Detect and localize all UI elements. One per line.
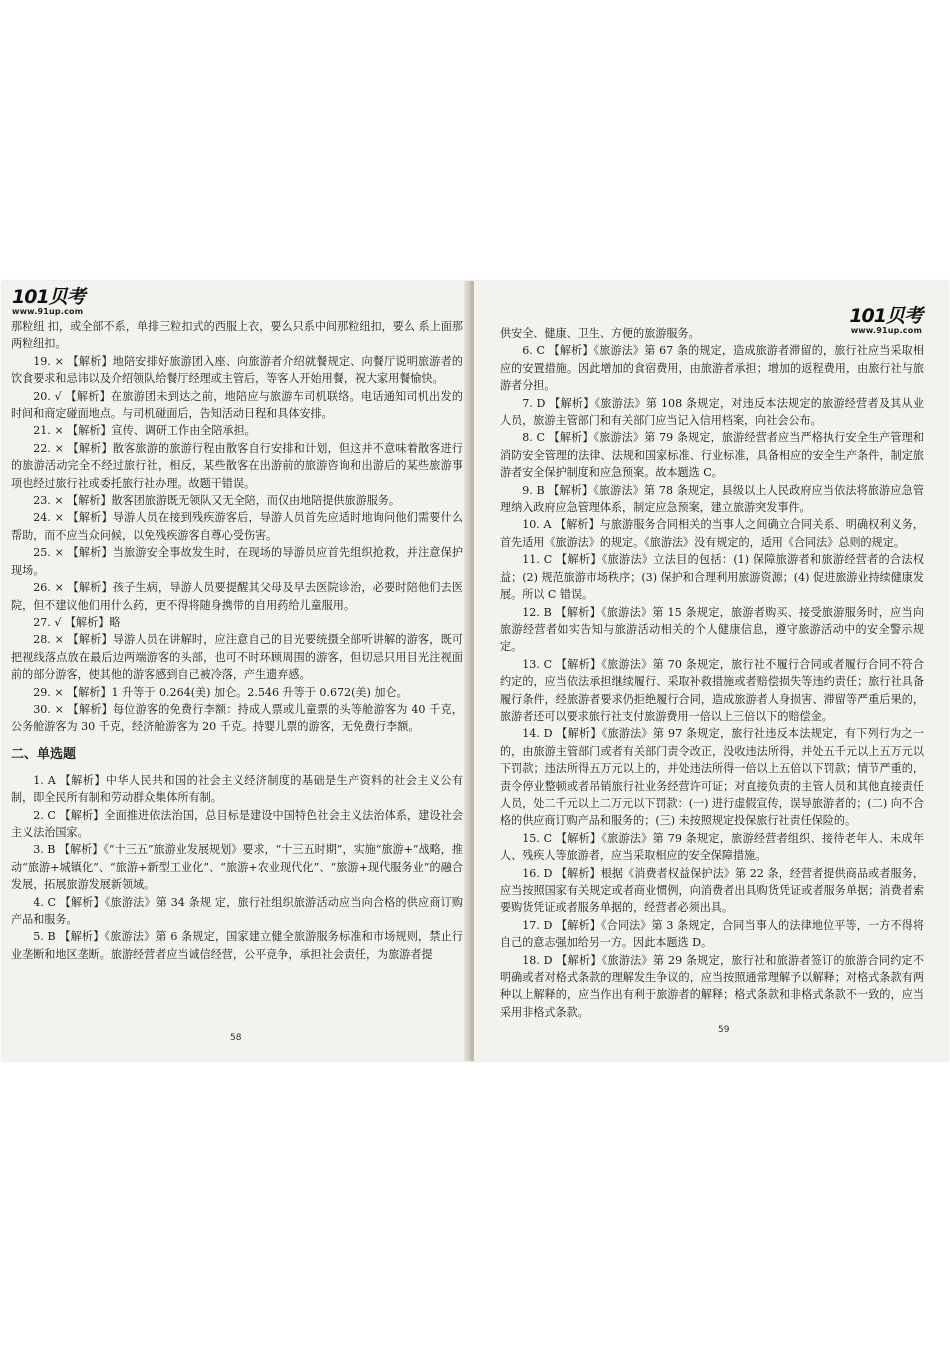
answer-paragraph: 8. C 【解析】《旅游法》第 79 条规定，旅游经营者应当严格执行安全生产管理和消防安全管理的法律、法规和国家标准、行业标准，具备相应的安全生产条件，制定旅游者安全保护制度和应急预案。故本题选 C。	[500, 431, 924, 480]
page-number-right: 59	[718, 1025, 730, 1035]
answer-paragraph: 9. B 【解析】《旅游法》第 78 条规定，县级以上人民政府应当依法将旅游应急管理纳入政府应急管理体系，制定应急预案，建立旅游突发事件。	[500, 483, 924, 515]
left-page	[2, 281, 468, 1061]
book-spread	[2, 281, 948, 1061]
single-choice-answers	[11, 772, 463, 963]
left-logo	[12, 288, 85, 316]
answer-paragraph: 23. × 【解析】散客团旅游既无领队又无全陪，而仅由地陪提供旅游服务。	[33, 494, 400, 508]
answer-paragraph: 16. D 【解析】根据《消费者权益保护法》第 22 条，经营者提供商品或者服务，应当按照国家有关规定或者商业惯例，向消费者出具购货凭证或者服务单据；消费者索要购货凭证或者服务单据的，经营者必须出具。	[500, 866, 924, 915]
answer-paragraph: 17. D 【解析】《合同法》第 3 条规定，合同当事人的法律地位平等，一方不得将自己的意志强加给另一方。因此本题选 D。	[500, 918, 924, 950]
answer-paragraph: 19. × 【解析】地陪安排好旅游团入座、向旅游者介绍就餐规定、向餐厅说明旅游者的饮食要求和忌讳以及介绍领队给餐厅经理或主管后，等客人开始用餐，祝大家用餐愉快。	[11, 354, 463, 386]
logo-mark: 101贝考	[12, 286, 85, 308]
answer-paragraph: 22. × 【解析】散客旅游的旅游行程由散客自行安排和计划，但这并不意味着散客进行的旅游活动完全不经过旅行社，相反，某些散客在出游前的旅游咨询和出游后的某些旅游事项也经过旅行社或委托旅行社办理。故题干错误。	[11, 441, 463, 490]
answer-paragraph: 4. C 【解析】《旅游法》第 34 条规 定，旅行社组织旅游活动应当向合格的供应商订购产品和服务。	[11, 895, 463, 926]
answer-paragraph: 25. × 【解析】当旅游安全事故发生时，在现场的导游员应首先组织抢救，并注意保护现场。	[11, 546, 463, 577]
right-page	[474, 281, 948, 1061]
logo-mark: 101贝考	[849, 305, 922, 327]
true-false-answers	[11, 318, 463, 736]
answer-paragraph: 1. A 【解析】中华人民共和国的社会主义经济制度的基础是生产资料的社会主义公有制，即全民所有制和劳动群众集体所有制。	[11, 773, 463, 805]
page-number-left: 58	[230, 1033, 242, 1043]
answer-paragraph: 3. B 【解析】《“十三五”旅游业发展规划》要求，“十三五时期”，实施“旅游+”战略，推动“旅游+城镇化”、“旅游+新型工业化”、“旅游+农业现代化”、“旅游+现代服务业”的融合发展，拓展旅游发展新领域。	[11, 843, 463, 892]
section-heading: 二、单选题	[11, 746, 77, 762]
logo-url: www.91up.com	[12, 307, 84, 316]
answer-paragraph: 30. × 【解析】每位游客的免费行李额：持成人票或儿童票的头等舱游客为 40 千克，公务舱游客为 30 千克，经济舱游客为 20 千克。持婴儿票的游客，无免费行李额。	[11, 702, 463, 734]
answer-paragraph: 21. × 【解析】宣传、调研工作由全陪承担。	[33, 424, 256, 438]
left-body	[11, 318, 463, 963]
answer-paragraph: 供安全、健康、卫生、方便的旅游服务。	[500, 327, 700, 340]
answer-paragraph: 12. B 【解析】《旅游法》第 15 条规定，旅游者购买、接受旅游服务时，应当向旅游经营者如实告知与旅游活动相关的个人健康信息，遵守旅游活动中的安全警示规定。	[500, 605, 924, 654]
answer-paragraph: 20. √ 【解析】在旅游团未到达之前，地陪应与旅游车司机联络。电话通知司机出发的时间和商定碰面地点。与司机碰面后，告知活动日程和具体安排。	[11, 389, 463, 421]
right-body	[500, 325, 924, 1021]
answer-paragraph: 那粒纽 扣，或全部不系，单排三粒扣式的西服上衣，要么只系中间那粒纽扣，要么 系上面那两粒纽扣。	[11, 320, 463, 351]
logo-url: www.91up.com	[850, 326, 922, 335]
answer-paragraph: 7. D 【解析】《旅游法》第 108 条规定，对违反本法规定的旅游经营者及其从业人员，旅游主管部门和有关部门应当记入信用档案，向社会公布。	[500, 396, 924, 428]
answer-paragraph: 27. √ 【解析】略	[33, 615, 121, 629]
answer-paragraph: 2. C 【解析】全面推进依法治国，总目标是建设中国特色社会主义法治体系，建设社会主义法治国家。	[11, 808, 463, 839]
answer-paragraph: 18. D 【解析】《旅游法》第 29 条规定，旅行社和旅游者签订的旅游合同约定不明确或者对格式条款的理解发生争议的，应当按照通常理解予以解释；对格式条款有两种以上解释的，应当作出有利于旅游者的解释；格式条款和非格式条款不一致的，应当采用非格式条款。	[500, 953, 924, 1019]
answer-paragraph: 13. C 【解析】《旅游法》第 70 条规定，旅行社不履行合同或者履行合同不符合约定的，应当依法承担继续履行、采取补救措施或者赔偿损失等违约责任；旅行社具备履行条件，经旅游者要求仍拒绝履行合同，造成旅游者人身损害、滞留等严重后果的，旅游者还可以要求旅行社支付旅游费用一倍以上三倍以下的赔偿金。	[500, 657, 924, 723]
answer-paragraph: 10. A 【解析】与旅游服务合同相关的当事人之间确立合同关系、明确权利义务，首先适用《旅游法》的规定。《旅游法》没有规定的，适用《合同法》总则的规定。	[500, 518, 924, 549]
answer-paragraph: 29. × 【解析】1 升等于 0.264(美) 加仑。2.546 升等于 0.672(美) 加仑。	[33, 685, 408, 699]
answer-paragraph: 15. C 【解析】《旅游法》第 79 条规定，旅游经营者组织、接待老年人、未成年人、残疾人等旅游者，应当采取相应的安全保障措施。	[500, 831, 924, 863]
answer-paragraph: 26. × 【解析】孩子生病，导游人员要提醒其父母及早去医院诊治，必要时陪他们去医院，但不建议他们用什么药，更不得将随身携带的自用药给儿童服用。	[11, 581, 463, 612]
answer-paragraph: 14. D 【解析】《旅游法》第 97 条规定，旅行社违反本法规定，有下列行为之一的，由旅游主管部门或者有关部门责令改正，没收违法所得，并处五千元以上五万元以下罚款；违法所得五万元以上的，并处违法所得一倍以上五倍以下罚款；情节严重的，责令停业整顿或者吊销旅行社业务经营许可证；对直接负责的主管人员和其他直接责任人员，处二千元以上二万元以下罚款：(一) 进行虚假宣传，误导旅游者的；(二) 向不合格的供应商订购产品和服务的；(三) 未按照规定投保旅行社责任保险的。	[500, 727, 924, 828]
answer-paragraph: 28. × 【解析】导游人员在讲解时，应注意自己的目光要统摄全部听讲解的游客，既可把视线落点放在最后边两端游客的头部，也可不时环顾周围的游客，但切忌只用目光注视面前的部分游客，使其他的游客感到自己被冷落，产生遗弃感。	[11, 633, 463, 682]
answer-paragraph: 24. × 【解析】导游人员在接到残疾游客后，导游人员首先应适时地询问他们需要什么帮助，而不应当众问候，以免残疾游客自尊心受伤害。	[11, 511, 463, 542]
answer-paragraph: 6. C 【解析】《旅游法》第 67 条的规定，造成旅游者滞留的，旅行社应当采取相应的安置措施。因此增加的食宿费用，由旅游者承担；增加的返程费用，由旅行社与旅游者分担。	[500, 344, 924, 393]
answer-paragraph: 5. B 【解析】《旅游法》第 6 条规定，国家建立健全旅游服务标准和市场规则，禁止行业垄断和地区垄断。旅游经营者应当诚信经营，公平竞争，承担社会责任，为旅游者提	[11, 930, 463, 961]
single-choice-answers-continued	[500, 325, 924, 1021]
answer-paragraph: 11. C 【解析】《旅游法》立法目的包括：(1) 保障旅游者和旅游经营者的合法权益；(2) 规范旅游市场秩序；(3) 保护和合理利用旅游资源；(4) 促进旅游业持续健康发展。所以 C 错误。	[500, 553, 924, 602]
